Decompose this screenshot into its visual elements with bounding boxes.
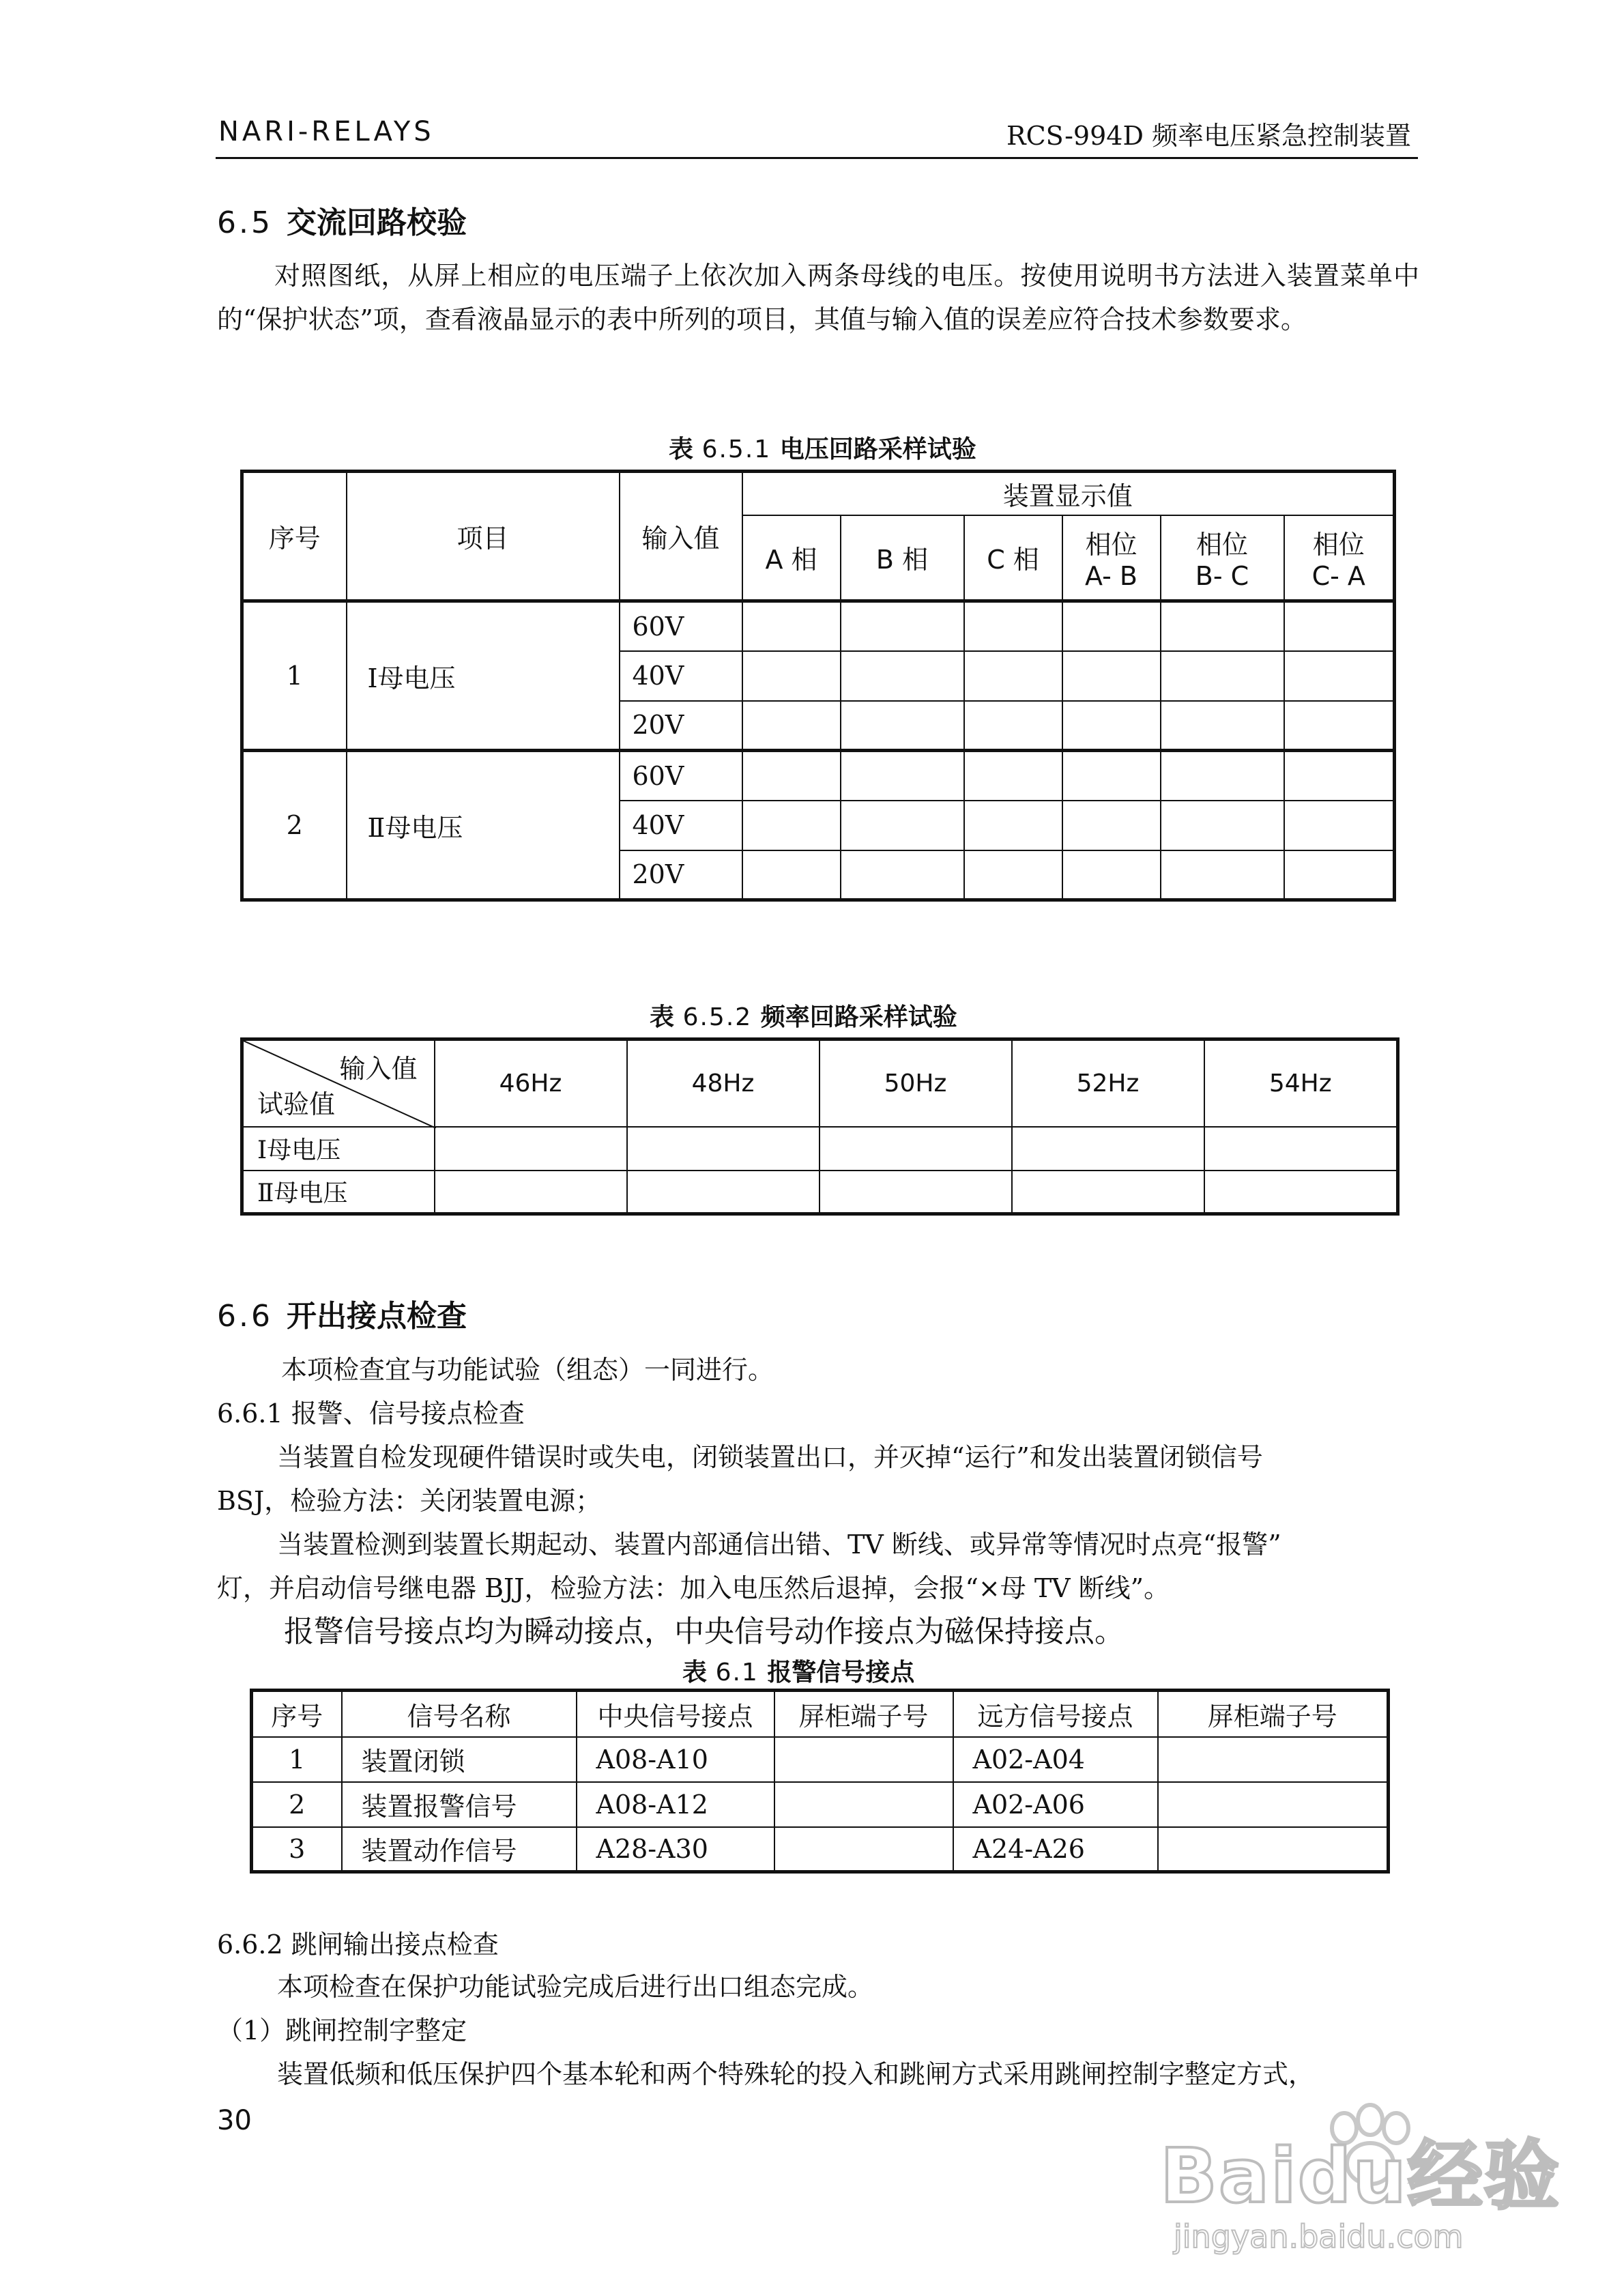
cell-terminal xyxy=(1158,1737,1389,1782)
cell-name: 装置报警信号 xyxy=(342,1782,577,1827)
header-col-ab xyxy=(1062,515,1161,601)
watermark-brand: Baidu经验 xyxy=(1160,2132,1561,2220)
header-seq: 序号 xyxy=(242,472,347,601)
header-remote: 远方信号接点 xyxy=(953,1691,1158,1737)
section-title: 交流回路校验 xyxy=(286,205,467,240)
header-sublabel: A- B xyxy=(1084,561,1138,592)
freq-48: 48Hz xyxy=(627,1039,820,1127)
section-6-6-intro: 本项检查宜与功能试验（组态）一同进行。 xyxy=(281,1355,774,1385)
table-row xyxy=(252,1827,1389,1872)
header-right: RCS-994D 频率电压紧急控制装置 xyxy=(1006,121,1411,151)
caption-title: 报警信号接点 xyxy=(767,1659,915,1687)
cell xyxy=(1284,701,1395,751)
header-display: 装置显示值 xyxy=(742,472,1395,515)
header-col-ca xyxy=(1284,515,1395,601)
cell xyxy=(841,651,964,701)
cell xyxy=(1161,651,1284,701)
paragraph-line: BSJ，检验方法：关闭装置电源； xyxy=(217,1486,602,1516)
header-label: 相位 xyxy=(1085,530,1137,560)
cell xyxy=(1284,801,1395,850)
section-title: 开出接点检查 xyxy=(286,1299,467,1334)
cell xyxy=(742,651,841,701)
table-row xyxy=(252,1737,1389,1782)
cell xyxy=(820,1127,1012,1171)
cell xyxy=(1161,801,1284,850)
paragraph-line: 报警信号接点均为瞬动接点，中央信号动作接点为磁保持接点。 xyxy=(284,1614,1125,1649)
caption-title: 电压回路采样试验 xyxy=(779,435,976,463)
cell-terminal xyxy=(774,1827,953,1872)
caption-title: 频率回路采样试验 xyxy=(760,1003,957,1031)
cell xyxy=(964,801,1062,850)
section-number: 6.6 xyxy=(217,1299,273,1334)
cell-central: A08-A12 xyxy=(577,1782,774,1827)
row-label: Ⅱ母电压 xyxy=(242,1171,435,1214)
cell-seq: 2 xyxy=(252,1782,342,1827)
caption-prefix: 表 xyxy=(650,1003,675,1031)
cell xyxy=(841,701,964,751)
section-number: 6.5 xyxy=(217,205,273,240)
header-col-b: B 相 xyxy=(841,515,964,601)
header-terminal: 屏柜端子号 xyxy=(1158,1691,1389,1737)
header-name: 信号名称 xyxy=(342,1691,577,1737)
subheading-1: （1）跳闸控制字整定 xyxy=(217,2015,467,2046)
paragraph-line: 装置低频和低压保护四个基本轮和两个特殊轮的投入和跳闸方式采用跳闸控制字整定方式， xyxy=(277,2059,1315,2089)
cell xyxy=(964,601,1062,651)
caption-number: 6.5.2 xyxy=(682,1003,753,1031)
row-input: 20V xyxy=(620,850,742,900)
paragraph-line: 灯，并启动信号继电器 BJJ，检验方法：加入电压然后退掉，会报“×母 TV 断线”。 xyxy=(217,1573,1170,1603)
cell-terminal xyxy=(774,1782,953,1827)
cell xyxy=(841,850,964,900)
cell xyxy=(627,1127,820,1171)
cell xyxy=(1284,850,1395,900)
table-row xyxy=(252,1782,1389,1827)
paragraph-line: 当装置自检发现硬件错误时或失电，闭锁装置出口，并灭掉“运行”和发出装置闭锁信号 xyxy=(277,1442,1263,1472)
header-central: 中央信号接点 xyxy=(577,1691,774,1737)
row-input: 60V xyxy=(620,601,742,651)
cell xyxy=(1062,850,1161,900)
header-rule xyxy=(216,157,1418,159)
cell xyxy=(1284,651,1395,701)
corner-header xyxy=(242,1039,435,1127)
caption-prefix: 表 xyxy=(682,1659,708,1687)
cell xyxy=(1062,601,1161,651)
row-label: Ⅰ母电压 xyxy=(242,1127,435,1171)
cell-seq: 3 xyxy=(252,1827,342,1872)
row-input: 20V xyxy=(620,701,742,751)
header-label: 相位 xyxy=(1312,530,1365,560)
table-6-1-caption xyxy=(682,1653,914,1688)
cell xyxy=(1161,850,1284,900)
header-col-a: A 相 xyxy=(742,515,841,601)
cell xyxy=(1204,1127,1398,1171)
header-sublabel: B- C xyxy=(1195,561,1249,592)
paragraph-line: 当装置检测到装置长期起动、装置内部通信出错、TV 断线、或异常等情况时点亮“报警” xyxy=(277,1530,1281,1560)
caption-number: 6.5.1 xyxy=(701,435,772,463)
cell xyxy=(435,1127,627,1171)
cell-name: 装置闭锁 xyxy=(342,1737,577,1782)
cell xyxy=(841,751,964,801)
cell xyxy=(627,1171,820,1214)
cell-seq: 1 xyxy=(252,1737,342,1782)
header-terminal: 屏柜端子号 xyxy=(774,1691,953,1737)
watermark-url: jingyan.baidu.com xyxy=(1174,2218,1464,2255)
cell xyxy=(435,1171,627,1214)
section-6-5-paragraph: 对照图纸，从屏上相应的电压端子上依次加入两条母线的电压。按使用说明书方法进入装置菜单中的“保护状态”项，查看液晶显示的表中所列的项目，其值与输入值的误差应符合技术参数要求。 xyxy=(217,261,1419,334)
header-label: 相位 xyxy=(1195,530,1248,560)
cell-terminal xyxy=(774,1737,953,1782)
section-6-6-heading xyxy=(217,1291,467,1335)
freq-46: 46Hz xyxy=(435,1039,627,1127)
cell-central: A08-A10 xyxy=(577,1737,774,1782)
caption-number: 6.1 xyxy=(715,1659,759,1687)
cell-remote: A02-A06 xyxy=(953,1782,1158,1827)
cell xyxy=(1062,801,1161,850)
row-seq: 2 xyxy=(242,751,347,900)
row-input: 60V xyxy=(620,751,742,801)
cell-name: 装置动作信号 xyxy=(342,1827,577,1872)
cell xyxy=(742,801,841,850)
header-item: 项目 xyxy=(347,472,620,601)
corner-bottom-label: 试验值 xyxy=(257,1089,336,1119)
table-6-5-2-caption xyxy=(650,998,957,1033)
paragraph-line: 本项检查在保护功能试验完成后进行出口组态完成。 xyxy=(277,1972,874,2002)
corner-top-label: 输入值 xyxy=(339,1054,418,1084)
cell xyxy=(1062,651,1161,701)
cell xyxy=(964,751,1062,801)
frequency-sampling-table xyxy=(240,1037,1400,1216)
subsection-6-6-1: 6.6.1 报警、信号接点检查 xyxy=(217,1398,525,1429)
cell xyxy=(1161,701,1284,751)
cell xyxy=(1062,751,1161,801)
section-6-5-heading xyxy=(217,198,467,242)
freq-54: 54Hz xyxy=(1204,1039,1398,1127)
cell xyxy=(742,601,841,651)
row-seq: 1 xyxy=(242,601,347,751)
row-item: Ⅱ母电压 xyxy=(347,751,620,900)
cell xyxy=(964,850,1062,900)
cell xyxy=(1204,1171,1398,1214)
cell xyxy=(841,601,964,651)
cell xyxy=(742,751,841,801)
row-item: Ⅰ母电压 xyxy=(347,601,620,751)
header-col-c: C 相 xyxy=(964,515,1062,601)
table-6-5-1-caption xyxy=(669,430,976,465)
cell xyxy=(841,801,964,850)
freq-52: 52Hz xyxy=(1012,1039,1204,1127)
cell xyxy=(1161,601,1284,651)
cell-remote: A24-A26 xyxy=(953,1827,1158,1872)
cell xyxy=(1062,701,1161,751)
header-sublabel: C- A xyxy=(1311,561,1365,592)
row-input: 40V xyxy=(620,651,742,701)
subsection-6-6-2: 6.6.2 跳闸输出接点检查 xyxy=(217,1929,499,1960)
baidu-watermark xyxy=(1133,2089,1583,2266)
cell xyxy=(1012,1171,1204,1214)
cell xyxy=(820,1171,1012,1214)
row-input: 40V xyxy=(620,801,742,850)
cell xyxy=(964,701,1062,751)
header-seq: 序号 xyxy=(252,1691,342,1737)
alarm-signal-table xyxy=(250,1689,1390,1874)
cell-central: A28-A30 xyxy=(577,1827,774,1872)
cell xyxy=(1284,601,1395,651)
page-number: 30 xyxy=(217,2105,252,2136)
caption-prefix: 表 xyxy=(669,435,694,463)
cell xyxy=(742,701,841,751)
header-col-bc xyxy=(1161,515,1284,601)
voltage-sampling-table xyxy=(240,470,1396,902)
freq-50: 50Hz xyxy=(820,1039,1012,1127)
cell-remote: A02-A04 xyxy=(953,1737,1158,1782)
header-left: NARI-RELAYS xyxy=(218,116,435,147)
cell xyxy=(1161,751,1284,801)
header-input: 输入值 xyxy=(620,472,742,601)
cell xyxy=(1012,1127,1204,1171)
cell xyxy=(1284,751,1395,801)
cell-terminal xyxy=(1158,1782,1389,1827)
cell xyxy=(742,850,841,900)
cell xyxy=(964,651,1062,701)
cell-terminal xyxy=(1158,1827,1389,1872)
